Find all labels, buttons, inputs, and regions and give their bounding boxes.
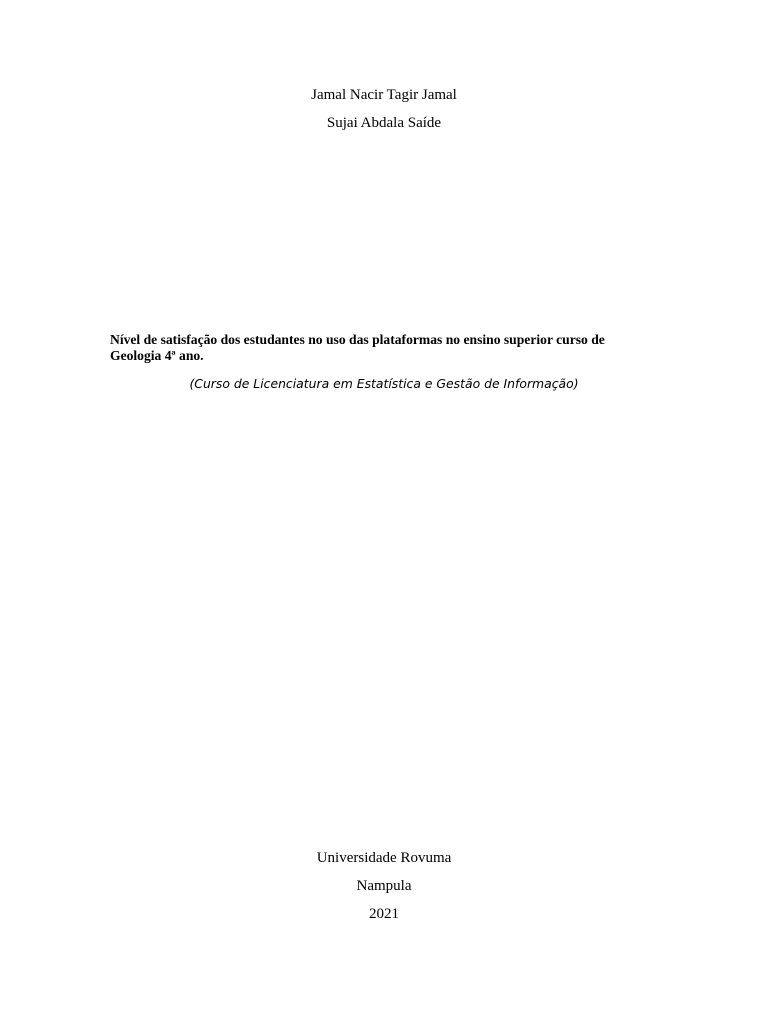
document-title-line-1: Nível de satisfação dos estudantes no uso das plataformas no ensino superior curso de	[110, 332, 605, 347]
author-name-1: Jamal Nacir Tagir Jamal	[311, 87, 457, 103]
publication-year: 2021	[369, 906, 399, 922]
course-subtitle: (Curso de Licenciatura em Estatística e Gestão de Informação)	[189, 376, 579, 391]
institution-name: Universidade Rovuma	[316, 850, 452, 866]
document-title	[110, 332, 670, 364]
author-name-2: Sujai Abdala Saíde	[326, 115, 442, 131]
document-title-line-2: Geologia 4ª ano.	[110, 348, 204, 363]
city-name: Nampula	[356, 878, 412, 894]
